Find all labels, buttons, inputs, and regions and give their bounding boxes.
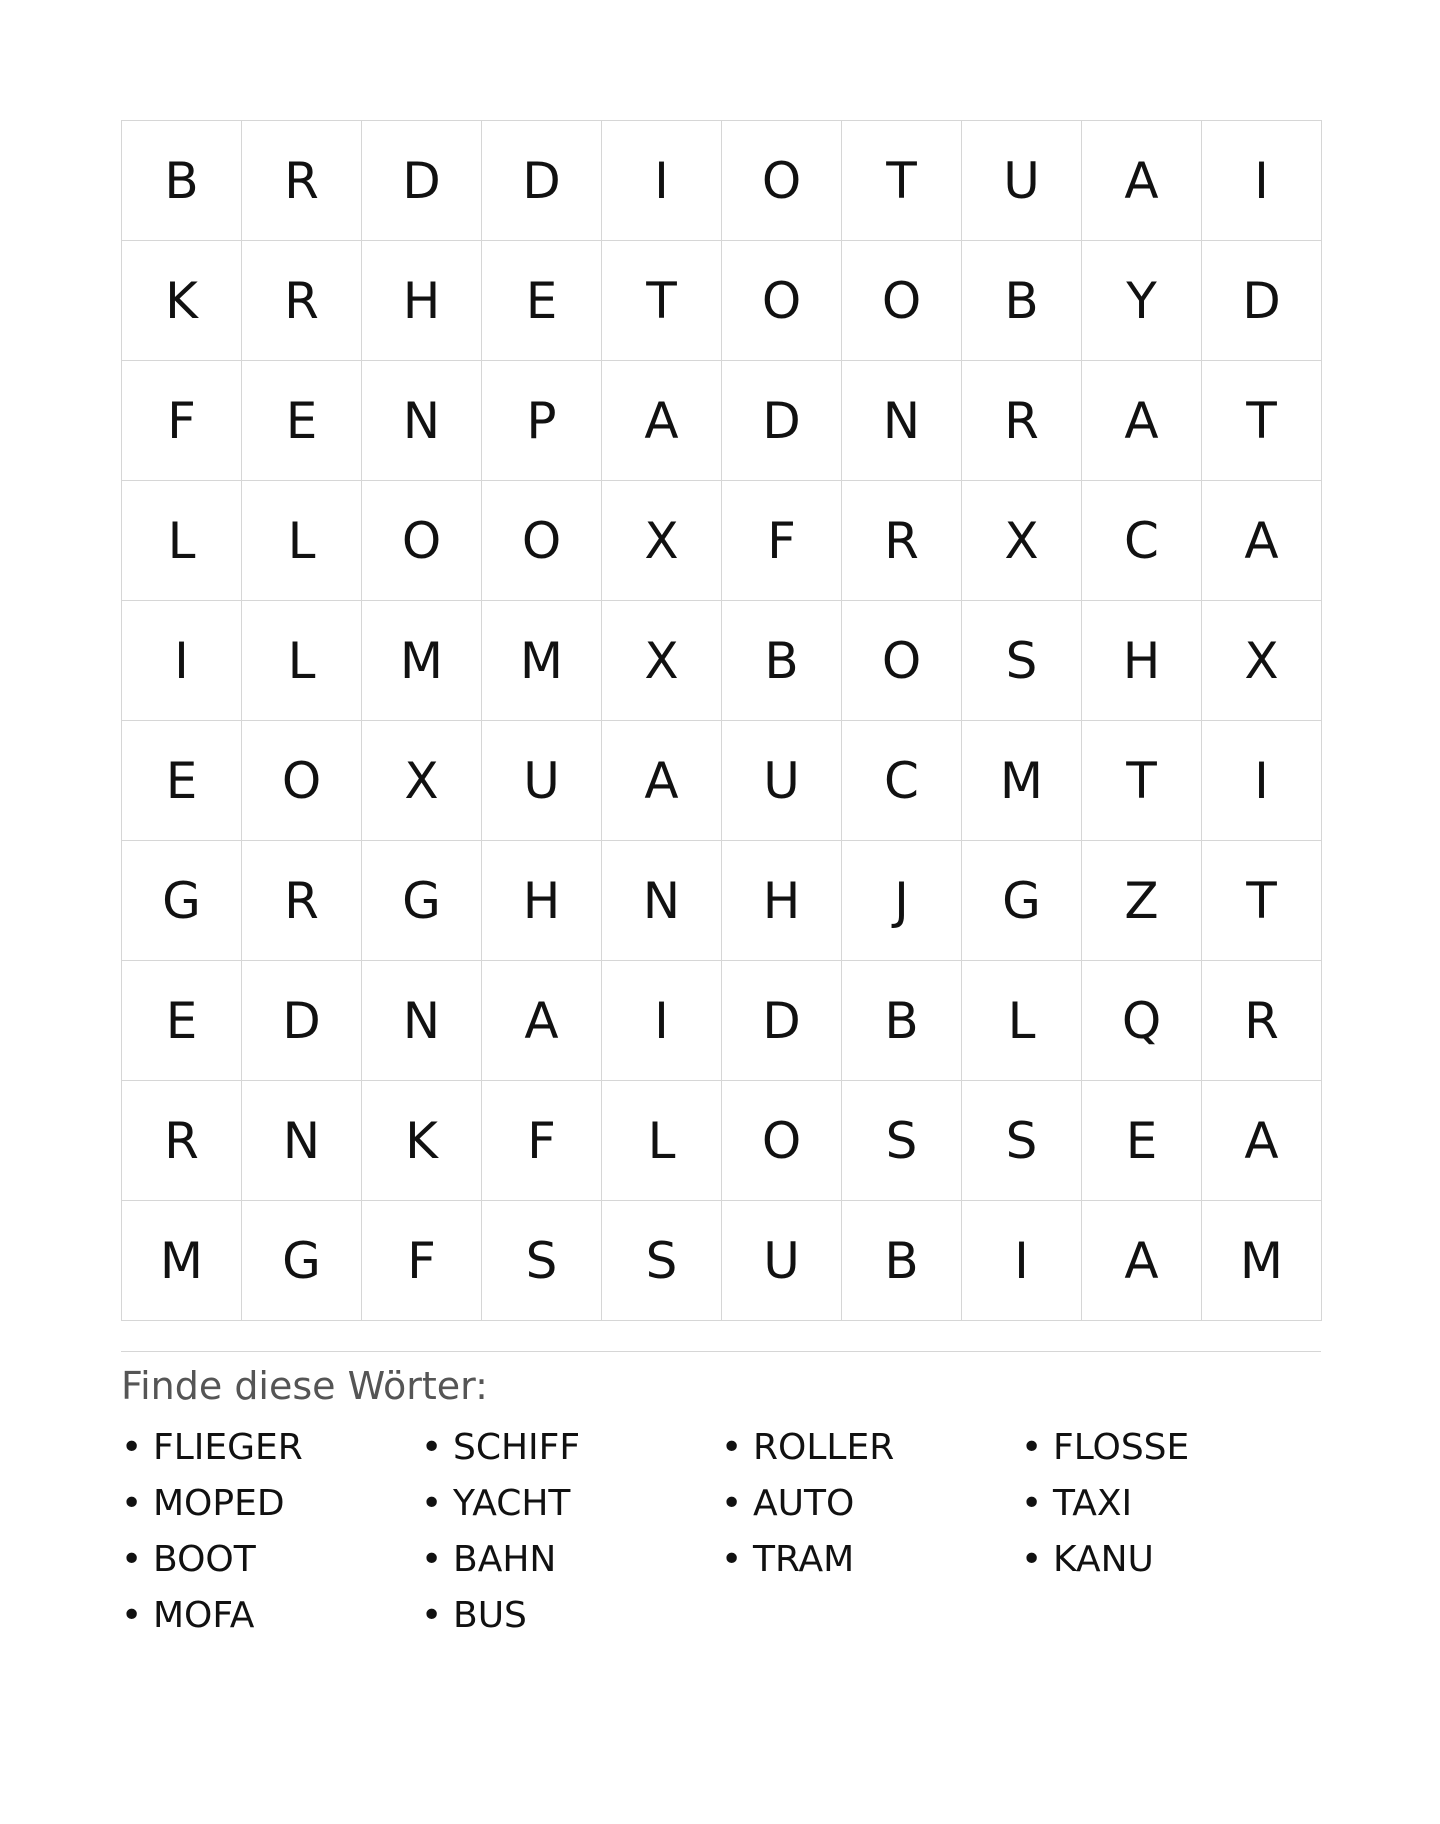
grid-cell-r10-c1[interactable]: M	[122, 1201, 242, 1321]
grid-cell-r6-c2[interactable]: O	[242, 721, 362, 841]
bullet-icon: •	[721, 1427, 743, 1468]
grid-cell-r10-c7[interactable]: B	[842, 1201, 962, 1321]
grid-cell-r1-c9[interactable]: A	[1082, 121, 1202, 241]
letter-grid	[121, 120, 1322, 1321]
grid-cell-r9-c9[interactable]: E	[1082, 1081, 1202, 1201]
grid-cell-r4-c8[interactable]: X	[962, 481, 1082, 601]
grid-cell-r5-c9[interactable]: H	[1082, 601, 1202, 721]
word-list-item	[721, 1420, 1021, 1476]
grid-cell-r4-c2[interactable]: L	[242, 481, 362, 601]
grid-cell-r1-c5[interactable]: I	[602, 121, 722, 241]
grid-cell-r9-c2[interactable]: N	[242, 1081, 362, 1201]
grid-cell-r2-c4[interactable]: E	[482, 241, 602, 361]
grid-cell-r5-c5[interactable]: X	[602, 601, 722, 721]
grid-cell-r4-c10[interactable]: A	[1202, 481, 1322, 601]
grid-cell-r7-c6[interactable]: H	[722, 841, 842, 961]
grid-cell-r6-c3[interactable]: X	[362, 721, 482, 841]
grid-cell-r5-c1[interactable]: I	[122, 601, 242, 721]
grid-cell-r4-c9[interactable]: C	[1082, 481, 1202, 601]
word-label: YACHT	[453, 1483, 571, 1524]
word-list-item	[421, 1532, 721, 1588]
grid-cell-r7-c5[interactable]: N	[602, 841, 722, 961]
grid-cell-r4-c5[interactable]: X	[602, 481, 722, 601]
grid-cell-r8-c1[interactable]: E	[122, 961, 242, 1081]
grid-cell-r7-c4[interactable]: H	[482, 841, 602, 961]
word-label: FLIEGER	[153, 1427, 303, 1468]
grid-cell-r7-c1[interactable]: G	[122, 841, 242, 961]
word-list-item	[421, 1476, 721, 1532]
bullet-icon: •	[721, 1483, 743, 1524]
bullet-icon: •	[1021, 1483, 1043, 1524]
grid-cell-r8-c7[interactable]: B	[842, 961, 962, 1081]
word-label: ROLLER	[753, 1427, 895, 1468]
grid-cell-r10-c2[interactable]: G	[242, 1201, 362, 1321]
grid-cell-r3-c5[interactable]: A	[602, 361, 722, 481]
word-list-item	[1021, 1532, 1321, 1588]
grid-cell-r3-c3[interactable]: N	[362, 361, 482, 481]
grid-cell-r7-c9[interactable]: Z	[1082, 841, 1202, 961]
bullet-icon: •	[1021, 1427, 1043, 1468]
grid-cell-r9-c10[interactable]: A	[1202, 1081, 1322, 1201]
grid-cell-r8-c5[interactable]: I	[602, 961, 722, 1081]
word-list	[121, 1420, 1321, 1644]
word-list-item	[121, 1476, 421, 1532]
grid-cell-r8-c6[interactable]: D	[722, 961, 842, 1081]
word-label: BOOT	[153, 1539, 256, 1580]
grid-cell-r4-c6[interactable]: F	[722, 481, 842, 601]
grid-cell-r3-c10[interactable]: T	[1202, 361, 1322, 481]
grid-cell-r6-c6[interactable]: U	[722, 721, 842, 841]
grid-cell-r10-c6[interactable]: U	[722, 1201, 842, 1321]
grid-cell-r1-c7[interactable]: T	[842, 121, 962, 241]
grid-cell-r2-c6[interactable]: O	[722, 241, 842, 361]
grid-cell-r6-c5[interactable]: A	[602, 721, 722, 841]
grid-cell-r2-c7[interactable]: O	[842, 241, 962, 361]
grid-cell-r3-c1[interactable]: F	[122, 361, 242, 481]
grid-cell-r3-c2[interactable]: E	[242, 361, 362, 481]
grid-cell-r2-c2[interactable]: R	[242, 241, 362, 361]
word-list-item	[421, 1420, 721, 1476]
grid-cell-r7-c10[interactable]: T	[1202, 841, 1322, 961]
grid-cell-r8-c8[interactable]: L	[962, 961, 1082, 1081]
grid-cell-r1-c2[interactable]: R	[242, 121, 362, 241]
word-label: BAHN	[453, 1539, 557, 1580]
grid-cell-r3-c7[interactable]: N	[842, 361, 962, 481]
grid-cell-r10-c10[interactable]: M	[1202, 1201, 1322, 1321]
grid-cell-r5-c6[interactable]: B	[722, 601, 842, 721]
grid-cell-r1-c4[interactable]: D	[482, 121, 602, 241]
word-label: MOPED	[153, 1483, 285, 1524]
grid-cell-r6-c8[interactable]: M	[962, 721, 1082, 841]
word-label: BUS	[453, 1595, 527, 1636]
grid-cell-r5-c8[interactable]: S	[962, 601, 1082, 721]
grid-cell-r6-c10[interactable]: I	[1202, 721, 1322, 841]
bullet-icon: •	[721, 1539, 743, 1580]
word-label: MOFA	[153, 1595, 255, 1636]
grid-cell-r1-c10[interactable]: I	[1202, 121, 1322, 241]
grid-cell-r1-c6[interactable]: O	[722, 121, 842, 241]
grid-cell-r3-c4[interactable]: P	[482, 361, 602, 481]
grid-cell-r2-c1[interactable]: K	[122, 241, 242, 361]
grid-cell-r9-c7[interactable]: S	[842, 1081, 962, 1201]
grid-cell-r6-c1[interactable]: E	[122, 721, 242, 841]
grid-cell-r2-c9[interactable]: Y	[1082, 241, 1202, 361]
grid-cell-r1-c1[interactable]: B	[122, 121, 242, 241]
grid-cell-r4-c4[interactable]: O	[482, 481, 602, 601]
bullet-icon: •	[421, 1427, 443, 1468]
grid-cell-r8-c9[interactable]: Q	[1082, 961, 1202, 1081]
grid-cell-r7-c7[interactable]: J	[842, 841, 962, 961]
word-label: AUTO	[753, 1483, 855, 1524]
word-label: TRAM	[753, 1539, 855, 1580]
word-list-item	[121, 1588, 421, 1644]
grid-cell-r9-c6[interactable]: O	[722, 1081, 842, 1201]
grid-cell-r8-c4[interactable]: A	[482, 961, 602, 1081]
grid-cell-r3-c6[interactable]: D	[722, 361, 842, 481]
word-label: SCHIFF	[453, 1427, 581, 1468]
grid-cell-r4-c1[interactable]: L	[122, 481, 242, 601]
word-list-title: Finde diese Wörter:	[121, 1364, 488, 1408]
word-search-puzzle	[121, 120, 1321, 1644]
grid-cell-r4-c7[interactable]: R	[842, 481, 962, 601]
grid-cell-r10-c8[interactable]: I	[962, 1201, 1082, 1321]
bullet-icon: •	[121, 1539, 143, 1580]
grid-cell-r7-c3[interactable]: G	[362, 841, 482, 961]
grid-cell-r2-c3[interactable]: H	[362, 241, 482, 361]
grid-cell-r9-c3[interactable]: K	[362, 1081, 482, 1201]
bullet-icon: •	[421, 1539, 443, 1580]
word-list-item	[1021, 1476, 1321, 1532]
grid-cell-r9-c5[interactable]: L	[602, 1081, 722, 1201]
grid-cell-r3-c9[interactable]: A	[1082, 361, 1202, 481]
bullet-icon: •	[421, 1483, 443, 1524]
grid-cell-r5-c3[interactable]: M	[362, 601, 482, 721]
grid-cell-r2-c10[interactable]: D	[1202, 241, 1322, 361]
grid-cell-r7-c2[interactable]: R	[242, 841, 362, 961]
grid-cell-r2-c8[interactable]: B	[962, 241, 1082, 361]
divider	[121, 1351, 1321, 1352]
word-list-item	[721, 1476, 1021, 1532]
word-list-item	[721, 1532, 1021, 1588]
grid-cell-r10-c5[interactable]: S	[602, 1201, 722, 1321]
grid-cell-r6-c4[interactable]: U	[482, 721, 602, 841]
word-list-item	[1021, 1420, 1321, 1476]
word-list-item	[121, 1420, 421, 1476]
word-label: TAXI	[1053, 1483, 1133, 1524]
grid-cell-r5-c4[interactable]: M	[482, 601, 602, 721]
grid-cell-r1-c8[interactable]: U	[962, 121, 1082, 241]
grid-cell-r7-c8[interactable]: G	[962, 841, 1082, 961]
grid-cell-r9-c4[interactable]: F	[482, 1081, 602, 1201]
word-label: KANU	[1053, 1539, 1154, 1580]
grid-cell-r9-c1[interactable]: R	[122, 1081, 242, 1201]
grid-cell-r6-c7[interactable]: C	[842, 721, 962, 841]
grid-cell-r6-c9[interactable]: T	[1082, 721, 1202, 841]
bullet-icon: •	[121, 1483, 143, 1524]
word-list-item	[421, 1588, 721, 1644]
grid-cell-r10-c3[interactable]: F	[362, 1201, 482, 1321]
grid-cell-r9-c8[interactable]: S	[962, 1081, 1082, 1201]
grid-cell-r3-c8[interactable]: R	[962, 361, 1082, 481]
grid-cell-r10-c4[interactable]: S	[482, 1201, 602, 1321]
grid-cell-r5-c2[interactable]: L	[242, 601, 362, 721]
grid-cell-r8-c10[interactable]: R	[1202, 961, 1322, 1081]
bullet-icon: •	[1021, 1539, 1043, 1580]
grid-cell-r4-c3[interactable]: O	[362, 481, 482, 601]
grid-cell-r2-c5[interactable]: T	[602, 241, 722, 361]
word-list-item	[121, 1532, 421, 1588]
grid-cell-r8-c2[interactable]: D	[242, 961, 362, 1081]
bullet-icon: •	[121, 1427, 143, 1468]
grid-cell-r5-c10[interactable]: X	[1202, 601, 1322, 721]
bullet-icon: •	[121, 1595, 143, 1636]
grid-cell-r8-c3[interactable]: N	[362, 961, 482, 1081]
grid-cell-r10-c9[interactable]: A	[1082, 1201, 1202, 1321]
grid-cell-r1-c3[interactable]: D	[362, 121, 482, 241]
bullet-icon: •	[421, 1595, 443, 1636]
grid-cell-r5-c7[interactable]: O	[842, 601, 962, 721]
word-label: FLOSSE	[1053, 1427, 1190, 1468]
